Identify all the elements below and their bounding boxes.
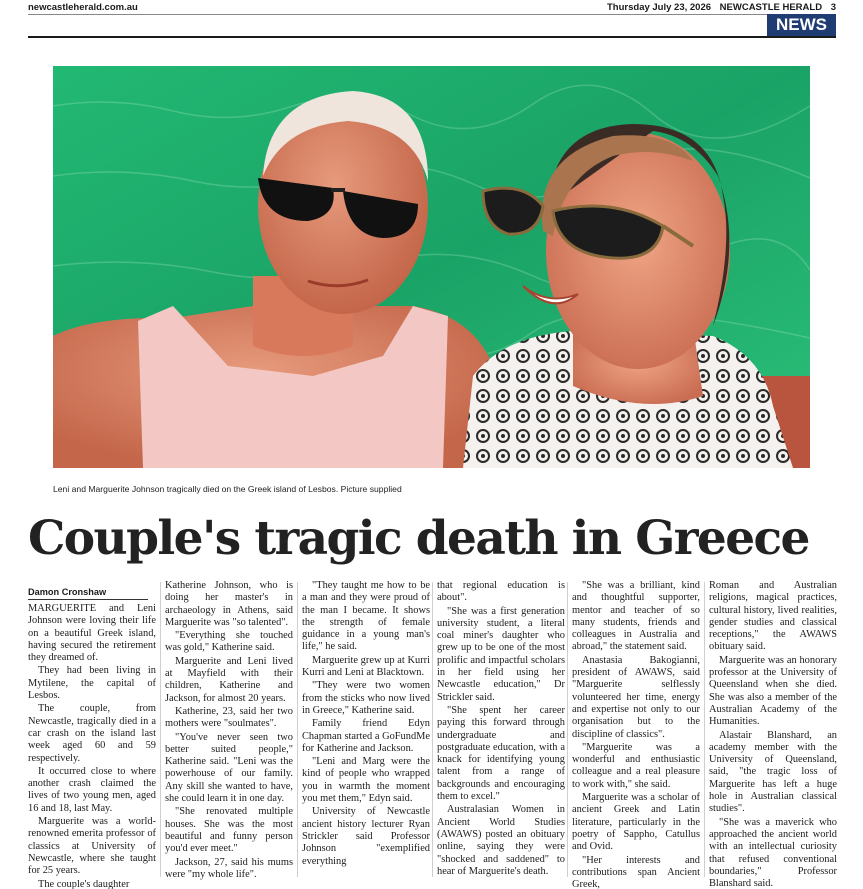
article-paragraph: Marguerite was an honorary professor at the University of Queensland when she died. She was also a member of the Australian Academy of the Humanities. [709, 654, 837, 728]
article-paragraph: Roman and Australian religions, magical practices, cultural history, lived realities, gender studies and classical receptions," the AWAWS obituary said. [709, 580, 837, 653]
column-6 [709, 580, 837, 889]
article-paragraph: "They taught me how to be a man and they were proud of the man I became. It shows the strength of female guidance in a young man's life," he said. [302, 580, 430, 653]
article-paragraph: "She was a first generation university student, a literal coal miner's daughter who grew up to be one of the most prolific and impactful scholars in her field using her Newcastle education," Dr Strickler said. [437, 605, 565, 703]
masthead-meta [601, 2, 836, 13]
article-paragraph: The couple, from Newcastle, tragically died in a car crash on the island last week aged 60 and 59 respectively. [28, 703, 156, 764]
paper-name: NEWCASTLE HERALD [719, 2, 823, 13]
byline: Damon Cronshaw [28, 587, 148, 600]
column-divider [704, 582, 705, 877]
photo-caption: Leni and Marguerite Johnson tragically died on the Greek island of Lesbos. Picture supplied [53, 484, 402, 494]
masthead [28, 0, 836, 14]
article-paragraph: "She was a maverick who approached the ancient world with an intellectual curiosity that refused conventional boundaries," Professor Blanshard said. [709, 816, 837, 889]
article-paragraph: "You've never seen two better suited people," Katherine said. "Leni was the powerhouse of our family. Any skill she wanted to have, she could learn it in one day. [165, 731, 293, 805]
article-paragraph: Jackson, 27, said his mums were "my whole life". [165, 856, 293, 880]
article-paragraph: "Everything she touched was gold," Katherine said. [165, 630, 293, 654]
column-2 [165, 580, 293, 882]
article-paragraph: "She was a brilliant, kind and thoughtful supporter, mentor and teacher of so many students, friends and colleagues in Australia and abroad," the statement said. [572, 580, 700, 653]
article-paragraph: "Leni and Marg were the kind of people who wrapped you in warmth the moment you met them," Edyn said. [302, 756, 430, 805]
article-paragraph: Family friend Edyn Chapman started a GoFundMe for Katherine and Jackson. [302, 718, 430, 754]
article-paragraph: "Her interests and contributions span Ancient Greek, [572, 854, 700, 889]
article-paragraph: Marguerite grew up at Kurri Kurri and Leni at Blacktown. [302, 654, 430, 679]
section-rule [28, 36, 836, 38]
article-paragraph: They had been living in Mytilene, the capital of Lesbos. [28, 665, 156, 702]
photo-illustration [53, 66, 810, 468]
column-4 [437, 580, 565, 879]
article-paragraph: Katherine Johnson, who is doing her master's in archaeology in Athens, said Marguerite was "so talented". [165, 580, 293, 628]
article-headline: Couple's tragic death in Greece [28, 511, 809, 566]
article-paragraph: Australasian Women in Ancient World Studies (AWAWS) posted an obituary online, saying they were "shocked and saddened" to hear of Marguerite's death. [437, 804, 565, 877]
page-number: 3 [830, 2, 836, 13]
article-paragraph: "They were two women from the sticks who now lived in Greece," Katherine said. [302, 680, 430, 716]
article-paragraph: "Marguerite was a wonderful and enthusiastic colleague and a real pleasure to work with," she said. [572, 741, 700, 790]
article-paragraph: Anastasia Bakogianni, president of AWAWS, said "Marguerite selflessly volunteered her time, energy and expertise not only to our organisation but to the discipline of classics". [572, 654, 700, 740]
column-3 [302, 580, 430, 869]
column-divider [160, 582, 161, 877]
column-1 [28, 603, 156, 889]
article-paragraph: MARGUERITE and Leni Johnson were loving their life on a beautiful Greek island, having secured the retirement they dreamed of. [28, 603, 156, 664]
article-paragraph: "She renovated multiple houses. She was the most beautiful and funny person you'd ever meet." [165, 806, 293, 855]
article-paragraph: It occurred close to where another crash claimed the lives of two young men, aged 16 and 18, last May. [28, 765, 156, 814]
article-photo [53, 66, 810, 468]
article-paragraph: that regional education is about". [437, 580, 565, 604]
masthead-rule [28, 14, 836, 15]
column-5 [572, 580, 700, 889]
article-paragraph: Marguerite was a world-renowned emerita professor of classics at University of Newcastle, where she taught for 25 years. [28, 816, 156, 877]
column-divider [567, 582, 568, 877]
column-divider [432, 582, 433, 877]
site-url[interactable]: newcastleherald.com.au [28, 2, 138, 13]
issue-date: Thursday July 23, 2026 [607, 2, 712, 13]
article-paragraph: The couple's daughter [38, 878, 130, 889]
article-paragraph: "She spent her career paying this forward through undergraduate and postgraduate education, with a knack for identifying young talent from a range of backgrounds and encouraging them to excel." [437, 704, 565, 803]
article-paragraph: Marguerite and Leni lived at Mayfield with their children, Katherine and Jackson, for almost 20 years. [165, 655, 293, 704]
article-paragraph: University of Newcastle ancient history lecturer Ryan Strickler said Professor Johnson "exemplified everything [302, 806, 430, 867]
article-paragraph: Marguerite was a scholar of ancient Greek and Latin literature, particularly in the poetry of Sappho, Catullus and Ovid. [572, 792, 700, 853]
article-paragraph: Katherine, 23, said her two mothers were "soulmates". [165, 705, 293, 730]
article-paragraph: Alastair Blanshard, an academy member with the University of Queensland, said, "the tragic loss of Marguerite has left a huge hole in Australian classical studies". [709, 729, 837, 815]
column-divider [297, 582, 298, 877]
section-badge: NEWS [767, 14, 836, 36]
